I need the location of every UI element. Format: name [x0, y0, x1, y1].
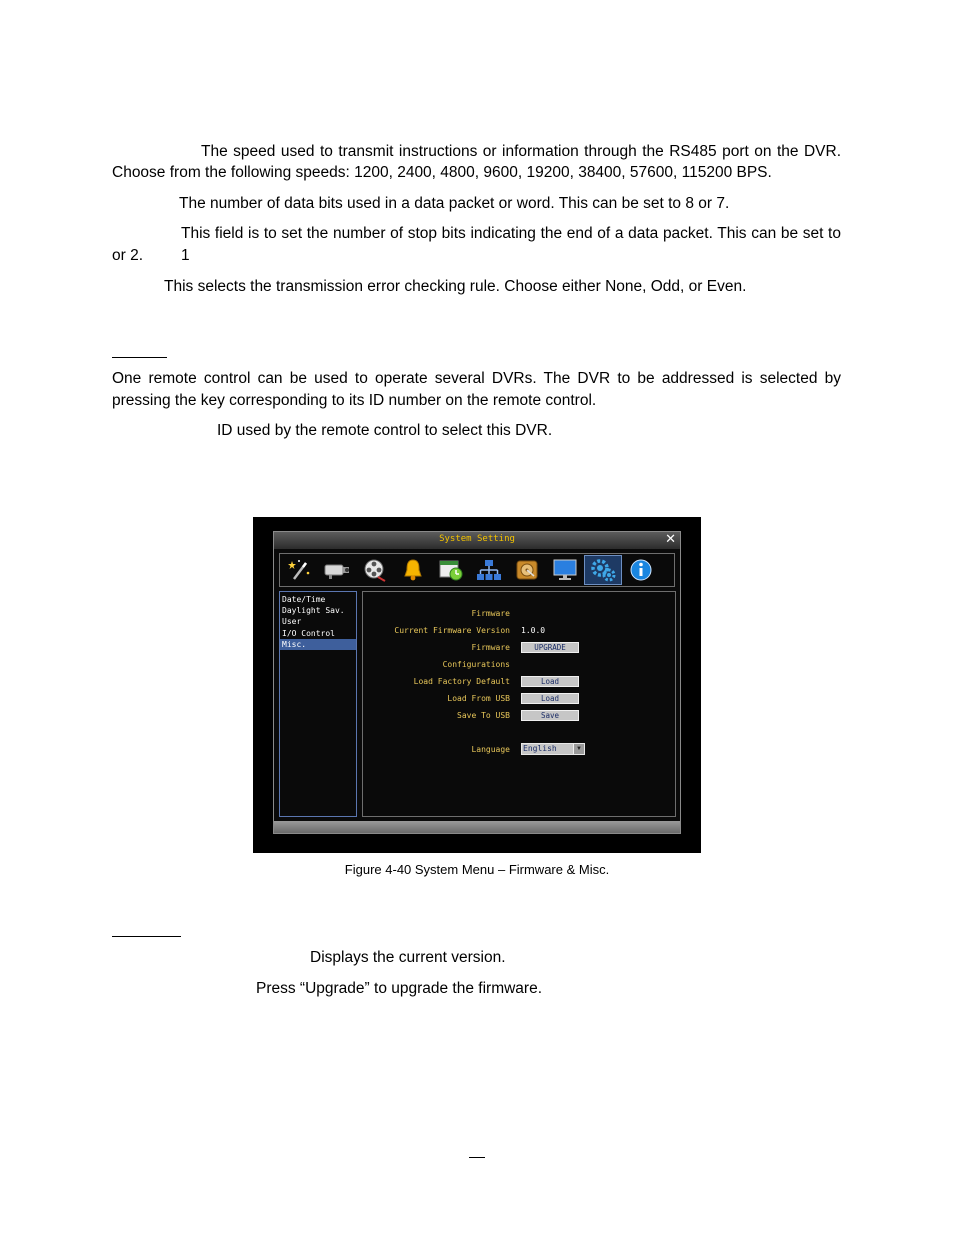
status-bar [274, 821, 680, 833]
stop-bits-paragraph-line-1: This field is to set the number of stop bits indicating the end of a data packet. This can be set to 1 [181, 225, 841, 264]
upgrade-paragraph: Press “Upgrade” to upgrade the firmware. [256, 980, 543, 997]
record-reel-icon[interactable] [356, 555, 394, 585]
firmware-label: Firmware [471, 643, 510, 652]
camera-icon[interactable] [318, 555, 356, 585]
monitor-icon[interactable] [546, 555, 584, 585]
dvr-screenshot [253, 517, 701, 853]
language-select[interactable] [521, 743, 585, 755]
system-gear-icon[interactable] [584, 555, 622, 585]
remote-id-paragraph: ID used by the remote control to select this DVR. [217, 422, 553, 439]
figure-caption: Figure 4-40 System Menu – Firmware & Misc. [344, 862, 610, 877]
baud-rate-paragraph-line-2: Choose from the following speeds: 1200, 2400, 4800, 9600, 19200, 38400, 57600, 115200 BPS. [112, 164, 772, 181]
wizard-icon[interactable] [280, 555, 318, 585]
stop-bits-paragraph-line-2: or 2. [112, 247, 144, 264]
load-from-usb-button[interactable]: Load [521, 693, 579, 704]
load-factory-default-label: Load Factory Default [413, 677, 510, 686]
window-titlebar [274, 532, 680, 549]
save-to-usb-label: Save To USB [457, 711, 510, 720]
toolbar [279, 553, 675, 587]
menu-item-daylight-saving[interactable]: Daylight Sav. [282, 606, 345, 616]
close-icon[interactable]: ✕ [665, 532, 676, 547]
load-from-usb-label: Load From USB [447, 694, 510, 703]
language-select-value: English [523, 744, 557, 753]
settings-panel [362, 591, 676, 817]
remote-paragraph-line-1: One remote control can be used to operate several DVRs. The DVR to be addressed is selected by [112, 370, 841, 387]
menu-item-date-time[interactable]: Date/Time [282, 595, 326, 604]
remote-paragraph-line-2: pressing the key corresponding to its ID number on the remote control. [112, 392, 597, 409]
info-icon[interactable] [622, 555, 660, 585]
menu-item-user[interactable]: User [282, 617, 302, 627]
alarm-bell-icon[interactable] [394, 555, 432, 585]
baud-rate-paragraph-line-1: The speed used to transmit instructions or information through the RS485 port on the DVR. [201, 143, 841, 160]
window-title: System Setting [439, 534, 515, 544]
system-setting-window [273, 531, 681, 834]
menu-item-misc[interactable]: Misc. [280, 639, 356, 650]
current-version-value: 1.0.0 [521, 626, 546, 635]
network-icon[interactable] [470, 555, 508, 585]
disk-icon[interactable] [508, 555, 546, 585]
schedule-icon[interactable] [432, 555, 470, 585]
load-factory-default-button[interactable]: Load [521, 676, 579, 687]
page-number-underline [469, 1157, 485, 1158]
data-bits-paragraph: The number of data bits used in a data packet or word. This can be set to 8 or 7. [179, 195, 730, 212]
section-heading-underline [112, 357, 167, 358]
version-paragraph: Displays the current version. [310, 949, 506, 966]
configurations-heading: Configurations [442, 660, 510, 669]
menu-item-io-control[interactable]: I/O Control [282, 628, 335, 638]
section-heading-underline-2 [112, 936, 181, 937]
language-label: Language [471, 745, 510, 754]
chevron-down-icon[interactable]: ▼ [573, 744, 584, 754]
save-to-usb-button[interactable]: Save [521, 710, 579, 721]
firmware-heading: Firmware [471, 609, 510, 618]
parity-paragraph: This selects the transmission error checking rule. Choose either None, Odd, or Even. [164, 278, 747, 295]
side-menu [279, 591, 357, 817]
upgrade-button[interactable]: UPGRADE [521, 642, 579, 653]
current-version-label: Current Firmware Version [394, 626, 510, 635]
